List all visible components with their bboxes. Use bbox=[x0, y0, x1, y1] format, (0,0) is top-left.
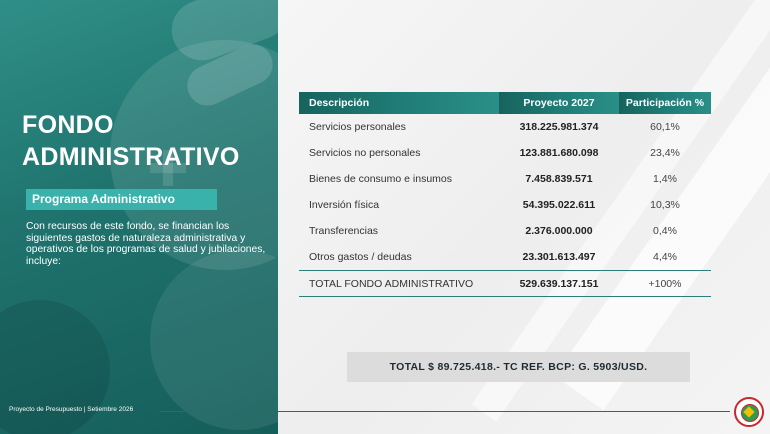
row-description: Inversión física bbox=[309, 199, 380, 211]
row-amount: 23.301.613.497 bbox=[522, 251, 596, 263]
row-description: Bienes de consumo e insumos bbox=[309, 173, 452, 185]
row-amount: 318.225.981.374 bbox=[519, 121, 599, 133]
row-description: Servicios personales bbox=[309, 121, 406, 133]
row-amount: 54.395.022.611 bbox=[522, 199, 596, 211]
footer-text: Proyecto de Presupuesto | Setiembre 2026 bbox=[9, 406, 134, 413]
row-percentage: 10,3% bbox=[650, 199, 680, 211]
table-row bbox=[299, 218, 711, 244]
usd-total-summary: TOTAL $ 89.725.418.- TC REF. BCP: G. 5903/USD. bbox=[347, 352, 690, 382]
row-amount: 2.376.000.000 bbox=[525, 225, 593, 237]
total-description: TOTAL FONDO ADMINISTRATIVO bbox=[299, 271, 499, 297]
table-row bbox=[299, 140, 711, 166]
fund-description: Con recursos de este fondo, se financian los siguientes gastos de naturaleza administrativa y operativos de los programas de salud y jubilaciones, incluye: bbox=[26, 221, 266, 267]
title-line-1: FONDO bbox=[22, 111, 114, 139]
table-header-row bbox=[299, 92, 711, 114]
table-row bbox=[299, 244, 711, 271]
row-percentage: 1,4% bbox=[653, 173, 677, 185]
row-percentage: 4,4% bbox=[653, 251, 677, 263]
background-photo-shape bbox=[0, 300, 110, 434]
row-amount: 7.458.839.571 bbox=[525, 173, 593, 185]
background-photo-shape bbox=[150, 250, 278, 430]
row-description: Servicios no personales bbox=[309, 147, 421, 159]
total-percentage: +100% bbox=[619, 271, 711, 297]
row-description: Transferencias bbox=[309, 225, 379, 237]
row-percentage: 23,4% bbox=[650, 147, 680, 159]
table-total-row bbox=[299, 271, 711, 297]
row-percentage: 0,4% bbox=[653, 225, 677, 237]
title-line-2: ADMINISTRATIVO bbox=[22, 143, 240, 171]
header-project: Proyecto 2027 bbox=[499, 92, 619, 114]
page-title bbox=[22, 109, 278, 173]
header-participation: Participación % bbox=[619, 92, 711, 114]
table-row bbox=[299, 166, 711, 192]
institution-logo bbox=[734, 397, 764, 427]
program-badge: Programa Administrativo bbox=[26, 189, 217, 210]
table-row bbox=[299, 114, 711, 140]
footer-divider bbox=[160, 411, 730, 412]
budget-table bbox=[299, 92, 711, 297]
total-amount: 529.639.137.151 bbox=[499, 271, 619, 297]
table-row bbox=[299, 192, 711, 218]
row-description: Otros gastos / deudas bbox=[309, 251, 412, 263]
header-description: Descripción bbox=[299, 92, 499, 114]
left-panel bbox=[0, 0, 278, 434]
row-percentage: 60,1% bbox=[650, 121, 680, 133]
row-amount: 123.881.680.098 bbox=[519, 147, 599, 159]
